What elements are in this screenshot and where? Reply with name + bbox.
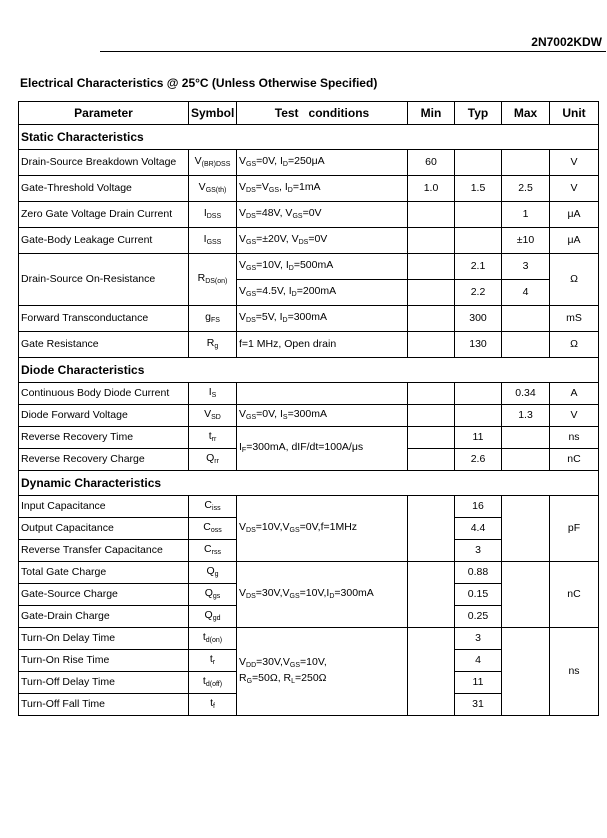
characteristics-table [18, 101, 599, 716]
symbol: $g_{FS}$ [189, 306, 237, 332]
condition: f=1 MHz, Open drain [237, 332, 408, 358]
table-row [19, 427, 599, 449]
condition-line: $R_G=50\Omega$, $R_L=250\Omega$ [239, 671, 327, 685]
max: 3 [502, 254, 550, 280]
typ: 0.88 [455, 562, 502, 584]
max: 4 [502, 280, 550, 306]
header-rule [100, 51, 606, 52]
typ [455, 228, 502, 254]
typ: 0.15 [455, 584, 502, 606]
param: Turn-Off Fall Time [19, 694, 189, 716]
col-symbol: Symbol [189, 102, 237, 125]
typ: 4 [455, 650, 502, 672]
max [502, 306, 550, 332]
part-number: 2N7002KDW [531, 35, 602, 49]
col-max: Max [502, 102, 550, 125]
min [408, 427, 455, 449]
condition-line: $V_{DD}=30V,V_{GS}=10V$, [239, 655, 327, 669]
section-static: Static Characteristics [19, 125, 599, 150]
min [408, 449, 455, 471]
symbol: $R_g$ [189, 332, 237, 358]
condition: $V_{GS}=\pm 20V$, $V_{DS}=0V$ [237, 228, 408, 254]
param: Turn-Off Delay Time [19, 672, 189, 694]
min [408, 383, 455, 405]
max: 1.3 [502, 405, 550, 427]
param: Gate-Drain Charge [19, 606, 189, 628]
table-row [19, 405, 599, 427]
table-row [19, 150, 599, 176]
typ: 2.6 [455, 449, 502, 471]
unit: μA [550, 228, 599, 254]
unit: pF [550, 496, 599, 562]
condition: $V_{DS}=30V,V_{GS}=10V,I_D=300mA$ [237, 562, 408, 628]
param: Input Capacitance [19, 496, 189, 518]
table-row [19, 176, 599, 202]
min [408, 228, 455, 254]
param: Reverse Recovery Time [19, 427, 189, 449]
symbol: $t_{d(off)}$ [189, 672, 237, 694]
param: Zero Gate Voltage Drain Current [19, 202, 189, 228]
condition: $V_{GS}=0V$, $I_S=300mA$ [237, 405, 408, 427]
col-min: Min [408, 102, 455, 125]
typ: 31 [455, 694, 502, 716]
param: Drain-Source Breakdown Voltage [19, 150, 189, 176]
param: Total Gate Charge [19, 562, 189, 584]
condition: $V_{GS}=0V$, $I_D=250\mu A$ [237, 150, 408, 176]
max: 0.34 [502, 383, 550, 405]
min [408, 332, 455, 358]
condition: $V_{GS}=10V$, $I_D=500mA$ [237, 254, 408, 280]
unit: nC [550, 449, 599, 471]
symbol: $C_{rss}$ [189, 540, 237, 562]
symbol: $Q_{gs}$ [189, 584, 237, 606]
typ [455, 202, 502, 228]
max [502, 427, 550, 449]
max [502, 496, 550, 562]
condition: $I_F=300mA$, dIF/dt=100A/μs [237, 427, 408, 471]
symbol: $t_{rr}$ [189, 427, 237, 449]
symbol: $I_{DSS}$ [189, 202, 237, 228]
table-row [19, 228, 599, 254]
symbol: $C_{oss}$ [189, 518, 237, 540]
section-dynamic: Dynamic Characteristics [19, 471, 599, 496]
table-row [19, 254, 599, 280]
unit: μA [550, 202, 599, 228]
section-diode: Diode Characteristics [19, 358, 599, 383]
max [502, 628, 550, 716]
min [408, 306, 455, 332]
unit: Ω [550, 254, 599, 306]
col-test-conditions: Test conditions [237, 102, 408, 125]
typ: 3 [455, 628, 502, 650]
table-row [19, 383, 599, 405]
symbol: $t_r$ [189, 650, 237, 672]
unit: mS [550, 306, 599, 332]
max: ±10 [502, 228, 550, 254]
condition: $V_{GS}=4.5V$, $I_D=200mA$ [237, 280, 408, 306]
symbol: $t_{d(on)}$ [189, 628, 237, 650]
typ [455, 405, 502, 427]
unit: V [550, 150, 599, 176]
condition: $V_{DS}=10V,V_{GS}=0V,f=1MHz$ [237, 496, 408, 562]
section-row [19, 358, 599, 383]
condition: $V_{DS}=5V$, $I_D=300mA$ [237, 306, 408, 332]
param: Gate-Source Charge [19, 584, 189, 606]
min [408, 254, 455, 280]
section-row [19, 471, 599, 496]
unit: ns [550, 628, 599, 716]
symbol: $V_{(BR)DSS}$ [189, 150, 237, 176]
symbol: $Q_{gd}$ [189, 606, 237, 628]
param: Gate-Body Leakage Current [19, 228, 189, 254]
param: Diode Forward Voltage [19, 405, 189, 427]
param: Gate Resistance [19, 332, 189, 358]
param: Turn-On Delay Time [19, 628, 189, 650]
min [408, 280, 455, 306]
param: Drain-Source On-Resistance [19, 254, 189, 306]
typ: 4.4 [455, 518, 502, 540]
typ: 300 [455, 306, 502, 332]
typ: 2.1 [455, 254, 502, 280]
typ: 130 [455, 332, 502, 358]
typ [455, 150, 502, 176]
unit: nC [550, 562, 599, 628]
symbol: $V_{GS(th)}$ [189, 176, 237, 202]
max [502, 150, 550, 176]
max [502, 332, 550, 358]
max: 2.5 [502, 176, 550, 202]
symbol: $R_{DS(on)}$ [189, 254, 237, 306]
min [408, 202, 455, 228]
param: Gate-Threshold Voltage [19, 176, 189, 202]
col-typ: Typ [455, 102, 502, 125]
unit: V [550, 176, 599, 202]
table-row [19, 202, 599, 228]
symbol: $Q_{rr}$ [189, 449, 237, 471]
typ: 16 [455, 496, 502, 518]
symbol: $I_{GSS}$ [189, 228, 237, 254]
max [502, 449, 550, 471]
typ: 0.25 [455, 606, 502, 628]
table-row [19, 332, 599, 358]
typ: 11 [455, 672, 502, 694]
typ: 3 [455, 540, 502, 562]
param: Reverse Transfer Capacitance [19, 540, 189, 562]
symbol: $C_{iss}$ [189, 496, 237, 518]
min: 60 [408, 150, 455, 176]
col-unit: Unit [550, 102, 599, 125]
section-row [19, 125, 599, 150]
symbol: $Q_g$ [189, 562, 237, 584]
symbol: $t_f$ [189, 694, 237, 716]
col-parameter: Parameter [19, 102, 189, 125]
max [502, 562, 550, 628]
typ: 1.5 [455, 176, 502, 202]
unit: V [550, 405, 599, 427]
table-row [19, 496, 599, 518]
param: Reverse Recovery Charge [19, 449, 189, 471]
unit: Ω [550, 332, 599, 358]
min [408, 405, 455, 427]
max: 1 [502, 202, 550, 228]
min: 1.0 [408, 176, 455, 202]
table-row [19, 562, 599, 584]
symbol: $I_S$ [189, 383, 237, 405]
symbol: $V_{SD}$ [189, 405, 237, 427]
param: Turn-On Rise Time [19, 650, 189, 672]
unit: ns [550, 427, 599, 449]
unit: A [550, 383, 599, 405]
condition: $V_{DS}=48V$, $V_{GS}=0V$ [237, 202, 408, 228]
table-row [19, 306, 599, 332]
condition [237, 383, 408, 405]
section-title: Electrical Characteristics @ 25°C (Unless Otherwise Specified) [20, 76, 378, 90]
table-row [19, 628, 599, 650]
param: Output Capacitance [19, 518, 189, 540]
typ [455, 383, 502, 405]
min [408, 496, 455, 562]
condition: $V_{DS}=V_{GS}$, $I_D=1mA$ [237, 176, 408, 202]
param: Forward Transconductance [19, 306, 189, 332]
typ: 11 [455, 427, 502, 449]
condition [237, 628, 408, 716]
min [408, 562, 455, 628]
param: Continuous Body Diode Current [19, 383, 189, 405]
typ: 2.2 [455, 280, 502, 306]
table-header-row [19, 102, 599, 125]
min [408, 628, 455, 716]
